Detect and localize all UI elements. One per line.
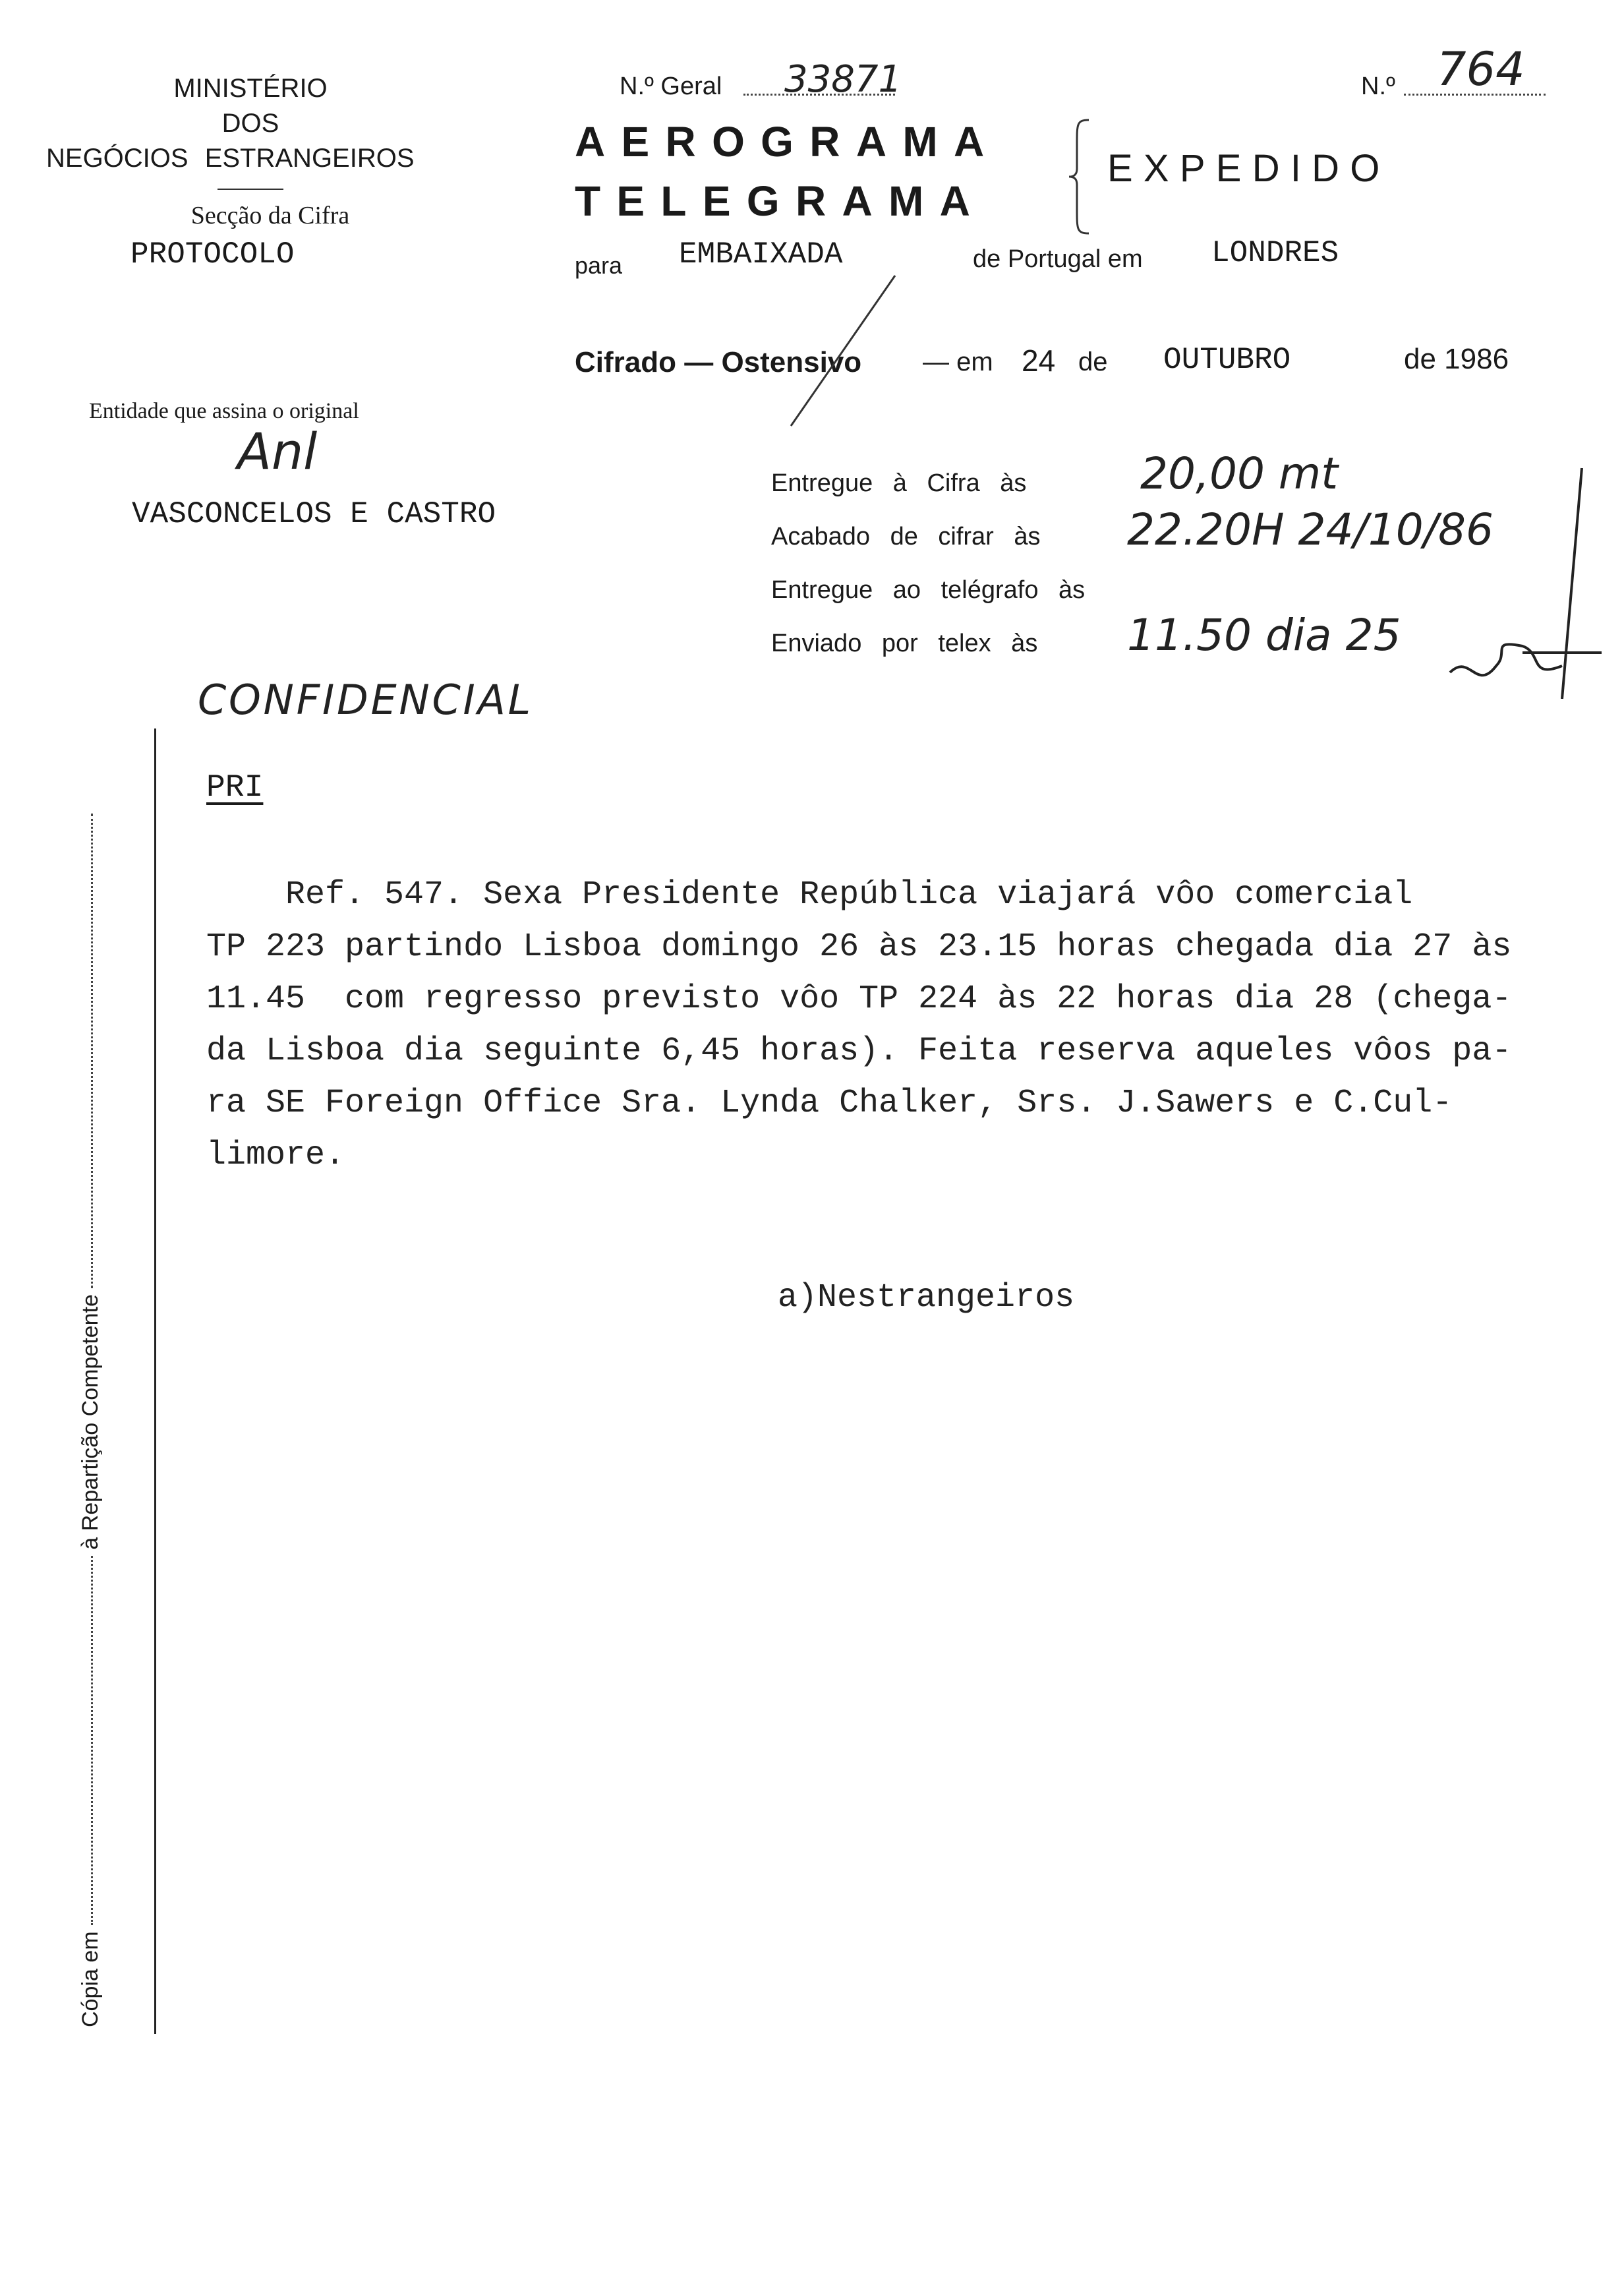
handwritten-initials-icon xyxy=(1430,455,1615,719)
ministry-line2: DOS xyxy=(221,109,279,138)
signature: Anl xyxy=(237,422,318,481)
finished-cipher-label: Acabado de cifrar às xyxy=(771,523,1041,550)
signatory-name: VASCONCELOS E CASTRO xyxy=(132,497,496,531)
aerograma-title: AEROGRAMA xyxy=(575,118,1000,165)
telegram-number: 764 xyxy=(1437,42,1525,96)
copy-margin-label xyxy=(78,814,103,2027)
telegrama-title: TELEGRAMA xyxy=(575,177,987,225)
delivered-cipher-time: 20,00 mt xyxy=(1140,448,1339,499)
copy-dotted-line xyxy=(91,1556,93,1925)
cipher-section: Secção da Cifra xyxy=(190,202,350,229)
sent-telex-label: Enviado por telex às xyxy=(771,630,1038,657)
body-line-5: ra SE Foreign Office Sra. Lynda Chalker, Srs. J.Sawers e C.Cul- xyxy=(206,1085,1453,1122)
number-label: N.º xyxy=(1361,73,1395,100)
ministry-line3: NEGÓCIOS ESTRANGEIROS xyxy=(46,144,415,173)
de-portugal-label: de Portugal em xyxy=(973,245,1143,273)
body-line-6: limore. xyxy=(206,1137,345,1174)
geral-number: 33871 xyxy=(784,58,902,101)
repartition-label: à Repartição Competente xyxy=(78,1294,103,1550)
department: PROTOCOLO xyxy=(130,237,295,272)
ministry-line1: MINISTÉRIO xyxy=(173,74,328,103)
body-line-2: TP 223 partindo Lisboa domingo 26 às 23.15 horas chegada dia 27 às xyxy=(206,928,1512,966)
finished-cipher-time: 22.20H 24/10/86 xyxy=(1127,504,1494,555)
sent-telex-time: 11.50 dia 25 xyxy=(1127,610,1401,661)
body-line-1: Ref. 547. Sexa Presidente República viajará vôo comercial xyxy=(206,876,1413,914)
date-de-label: de xyxy=(1078,347,1108,376)
message-body xyxy=(206,869,1511,1181)
status-expedido: EXPEDIDO xyxy=(1107,147,1391,190)
date-month: OUTUBRO xyxy=(1163,343,1291,377)
sender-signature: a)Nestrangeiros xyxy=(778,1279,1075,1317)
ministry-divider xyxy=(218,189,283,190)
signatory-label: Entidade que assina o original xyxy=(89,399,359,423)
city: LONDRES xyxy=(1211,236,1339,270)
date-year: de 1986 xyxy=(1404,343,1509,375)
delivered-cipher-label: Entregue à Cifra às xyxy=(771,469,1027,497)
body-line-4: da Lisboa dia seguinte 6,45 horas). Feita reserva aqueles vôos pa- xyxy=(206,1032,1512,1070)
cifrado-ostensivo-label: Cifrado — Ostensivo xyxy=(575,346,862,378)
delivered-telegraph-label: Entregue ao telégrafo às xyxy=(771,576,1086,604)
em-label: — em xyxy=(923,347,993,376)
date-day: 24 xyxy=(1022,343,1056,378)
para-label: para xyxy=(575,252,623,279)
body-line-3: 11.45 com regresso previsto vôo TP 224 às 22 horas dia 28 (chega- xyxy=(206,980,1512,1018)
curly-brace-icon xyxy=(1068,117,1094,236)
priority-marker: PRI xyxy=(206,770,264,806)
geral-label: N.º Geral xyxy=(620,73,722,100)
strike-slash-icon xyxy=(778,270,910,435)
repartition-dotted-line xyxy=(91,814,93,1288)
margin-vertical-rule xyxy=(154,728,156,2034)
recipient: EMBAIXADA xyxy=(679,237,843,272)
confidential-mark: CONFIDENCIAL xyxy=(198,676,533,724)
copy-label: Cópia em xyxy=(78,1931,103,2027)
